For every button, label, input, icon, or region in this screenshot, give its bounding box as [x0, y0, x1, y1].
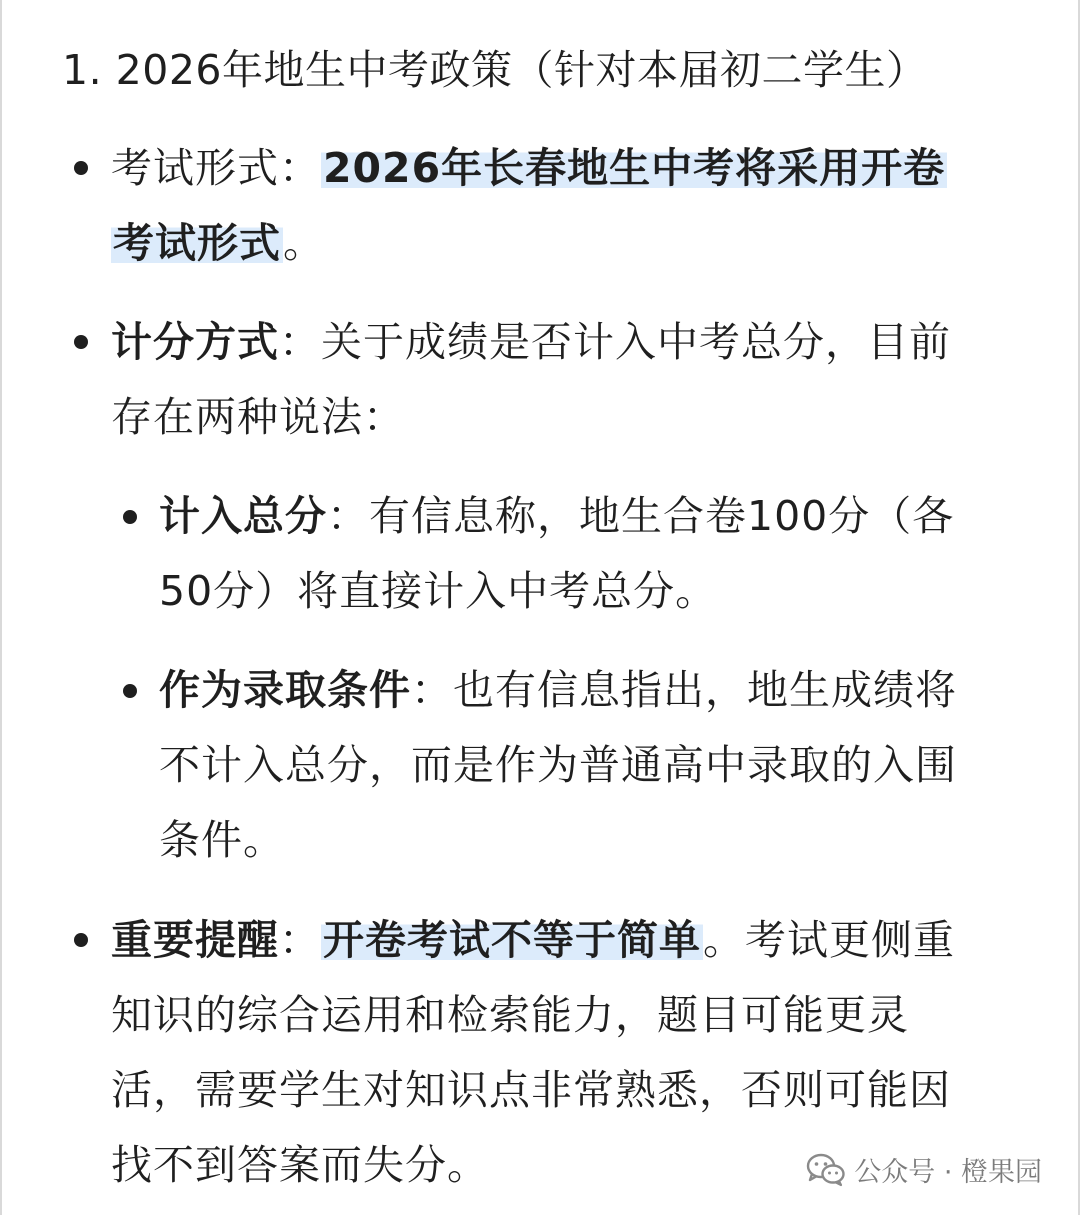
admission-text-2: 不计入总分，而是作为普通高中录取的入围: [159, 741, 957, 789]
scoring-text-2: 存在两种说法：: [111, 393, 405, 441]
item-scoring: [111, 305, 951, 455]
exam-form-highlight-2: 考试形式: [113, 219, 281, 267]
item-admission: [159, 653, 957, 878]
exam-form-colon: ：: [279, 144, 321, 192]
reminder-highlight: 开卷考试不等于简单: [323, 916, 701, 964]
reminder-text-4: 找不到答案而失分。: [111, 1141, 489, 1189]
reminder-label: 重要提醒: [111, 916, 279, 964]
bullet-dot: [74, 161, 88, 175]
item-count-total: [159, 479, 954, 629]
bullet-dot: [74, 335, 88, 349]
reminder-text-2: 知识的综合运用和检索能力，题目可能更灵: [111, 991, 909, 1039]
admission-text-3: 条件。: [159, 816, 285, 864]
sub-bullet-dot: [123, 510, 137, 524]
reminder-text-3: 活，需要学生对知识点非常熟悉，否则可能因: [111, 1066, 951, 1114]
count-total-text-2: 50分）将直接计入中考总分。: [159, 567, 718, 615]
wechat-icon: [806, 1153, 846, 1187]
count-total-colon: ：: [327, 492, 369, 540]
admission-text-1: 也有信息指出，地生成绩将: [453, 666, 957, 714]
watermark: [806, 1150, 1042, 1189]
exam-form-highlight-1: 2026年长春地生中考将采用开卷: [323, 144, 946, 192]
exam-form-label: 考试形式: [111, 144, 279, 192]
reminder-colon: ：: [279, 916, 321, 964]
sub-bullet-dot: [123, 684, 137, 698]
bullet-dot: [74, 933, 88, 947]
exam-form-tail: 。: [283, 219, 325, 267]
scoring-colon: ：: [279, 318, 321, 366]
scoring-label: 计分方式: [111, 318, 279, 366]
scoring-text-1: 关于成绩是否计入中考总分，目前: [321, 318, 951, 366]
admission-colon: ：: [411, 666, 453, 714]
count-total-text-1: 有信息称，地生合卷100分（各: [369, 492, 955, 540]
count-total-label: 计入总分: [159, 492, 327, 540]
reminder-text-1-tail: 。考试更侧重: [703, 916, 955, 964]
watermark-text: 公众号 · 橙果园: [854, 1157, 1042, 1188]
item-exam-form: [111, 131, 947, 281]
admission-label: 作为录取条件: [159, 666, 411, 714]
section-heading: 1. 2026年地生中考政策（针对本届初二学生）: [62, 46, 928, 94]
